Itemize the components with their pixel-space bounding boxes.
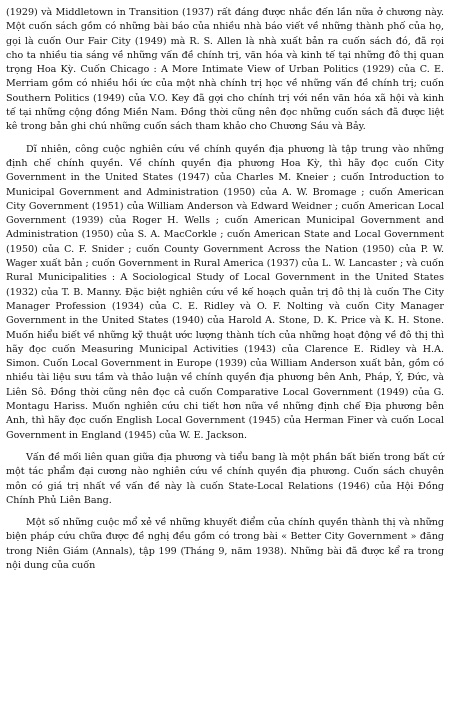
- paragraph-2: Dĩ nhiên, công cuộc nghiên cứu về chính quyền địa phương là tập trung vào những định chế chính quyền. Về chính quyền địa phương Hoa Kỳ, thì hãy đọc cuốn City Government in the United States (1947) của Charles M. Kneier ; cuốn Introduction to Municipal Government and Administration (1950) của A. W. Bromage ; cuốn American City Government (1951) của William Anderson và Edward Weidner ; cuốn American Local Government (1939) của Roger H. Wells ; cuốn American Municipal Government and Administration (1950) của S. A. MacCorkle ; cuốn American State and Local Government (1950) của C. F. Snider ; cuốn County Government Across the Nation (1950) của P. W. Wager xuất bản ; cuốn Government in Rural America (1937) của L. W. Lancaster ; và cuốn Rural Municipalities : A Sociological Study of Local Government in the United States (1932) của T. B. Manny. Đặc biệt nghiên cứu về kế hoạch quản trị đô thị là cuốn The City Manager Profession (1934) của C. E. Ridley và O. F. Nolting và cuốn City Manager Government in the United States (1940) của Harold A. Stone, D. K. Price và K. H. Stone. Muốn hiểu biết về những kỹ thuật ước lượng thành tích của những hoạt động về đô thị thì hãy đọc cuốn Measuring Municipal Activities (1943) của Clarence E. Ridley và H.A. Simon. Cuốn Local Government in Europe (1939) của William Anderson xuất bản, gồm có nhiều tài liệu sưu tầm và thảo luận về chính quyền địa phương bên Anh, Pháp, Ý, Đức, và Liên Sô. Đồng thời cũng nên đọc cả cuốn Comparative Local Government (1949) của G. Montagu Hariss. Muốn nghiên cứu chi tiết hơn nữa về những định chế Địa phương bên Anh, thì hãy đọc cuốn English Local Government (1945) của Herman Finer và cuốn Local Government in England (1945) của W. E. Jackson.: [6, 143, 444, 441]
- paragraph-3: Vấn đề mối liên quan giữa địa phương và tiểu bang là một phần bất biến trong bất cứ một tác phẩm đại cương nào nghiên cứu về chính quyền địa phương. Cuốn sách chuyên môn có giá trị nhất về vấn đề này là cuốn State-Local Relations (1946) của Hội Đồng Chính Phủ Liên Bang.: [6, 451, 444, 506]
- paragraph-1: (1929) và Middletown in Transition (1937) rất đáng được nhắc đến lần nữa ở chương này. Một cuốn sách gồm có những bài báo của nhiều nhà báo viết về những thành phố của họ, gọi là cuốn Our Fair City (1949) mà R. S. Allen là nhà xuất bản ra cuốn sách đó, đã rọi cho ta nhiều tia sáng về những vấn đề chính trị, văn hóa và kinh tế tại những đô thị quan trọng Hoa Kỳ. Cuốn Chicago : A More Intimate View of Urban Politics (1929) của C. E. Merriam gồm có nhiều hồi ức của một nhà chính trị học về những vấn đề chính trị; cuốn Southern Politics (1949) của V.O. Key đã gợi cho chính trị với nền văn hóa xã hội và kinh tế tại những cộng đồng Miền Nam. Đồng thời cũng nên đọc những cuốn sách đã được liệt kê trong bản ghi chú những cuốn sách tham khảo cho Chương Sáu và Bảy.: [6, 7, 444, 133]
- paragraph-4: Một số những cuộc mổ xẻ về những khuyết điểm của chính quyền thành thị và những biện pháp cứu chữa được đề nghị đều gồm có trong bài « Better City Government » đăng trong Niên Giám (Annals), tập 199 (Tháng 9, năm 1938). Những bài đã được kể ra trong nội dung của cuốn: [6, 517, 444, 571]
